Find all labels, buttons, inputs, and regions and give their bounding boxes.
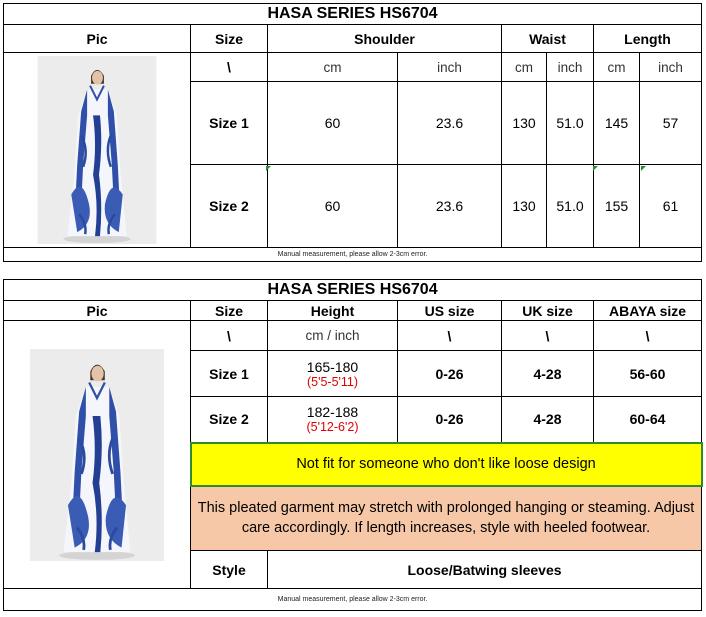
table1-header-pic: Pic bbox=[4, 25, 191, 53]
table1-header-size: Size bbox=[191, 25, 268, 53]
table2-row2-uk-size: 4-28 bbox=[502, 397, 594, 443]
cell-marker bbox=[641, 166, 646, 171]
size-table-fit bbox=[3, 279, 703, 611]
style-label: Style bbox=[191, 551, 268, 589]
table1-header-length: Length bbox=[594, 25, 702, 53]
table1-row2-shoulder-cm: 60 bbox=[268, 165, 398, 248]
table2-row1-abaya-size: 56-60 bbox=[594, 351, 702, 397]
table2-row2-abaya-size: 60-64 bbox=[594, 397, 702, 443]
table1-title: HASA SERIES HS6704 bbox=[4, 4, 702, 25]
table1-row1-waist-cm: 130 bbox=[502, 82, 547, 165]
table1-unit-waist-cm: cm bbox=[502, 53, 547, 82]
table1-product-photo-cell bbox=[4, 53, 191, 248]
table2-product-photo-cell bbox=[4, 321, 191, 589]
table2-title: HASA SERIES HS6704 bbox=[4, 280, 702, 301]
table1-row1-length-inch: 57 bbox=[640, 82, 702, 165]
cell-marker bbox=[266, 166, 271, 171]
table2-header-uk-size: UK size bbox=[502, 301, 594, 321]
cell-marker bbox=[593, 166, 598, 171]
table1-header-waist: Waist bbox=[502, 25, 594, 53]
table1-row1-shoulder-cm: 60 bbox=[268, 82, 398, 165]
table1-unit-waist-inch: inch bbox=[547, 53, 594, 82]
table2-unit-abaya: \ bbox=[594, 321, 702, 351]
table1-measurement-note: Manual measurement, please allow 2-3cm error. bbox=[4, 248, 702, 262]
table1-row2-waist-inch: 51.0 bbox=[547, 165, 594, 248]
table1-unit-size: \ bbox=[191, 53, 268, 82]
table2-unit-height: cm / inch bbox=[268, 321, 398, 351]
table1-unit-length-inch: inch bbox=[640, 53, 702, 82]
table2-row1-uk-size: 4-28 bbox=[502, 351, 594, 397]
table2-unit-us: \ bbox=[398, 321, 502, 351]
table2-header-height: Height bbox=[268, 301, 398, 321]
table1-row2-length-cm: 155 bbox=[594, 165, 640, 248]
table2-header-size: Size bbox=[191, 301, 268, 321]
table1-row1-waist-inch: 51.0 bbox=[547, 82, 594, 165]
table2-row2-height-inch: (5'12-6'2) bbox=[306, 420, 359, 435]
table1-header-shoulder: Shoulder bbox=[268, 25, 502, 53]
table1-row2-waist-cm: 130 bbox=[502, 165, 547, 248]
table1-unit-shoulder-cm: cm bbox=[268, 53, 398, 82]
table2-measurement-note: Manual measurement, please allow 2-3cm error. bbox=[4, 589, 702, 611]
table1-unit-length-cm: cm bbox=[594, 53, 640, 82]
table1-row1-size: Size 1 bbox=[191, 82, 268, 165]
table2-header-pic: Pic bbox=[4, 301, 191, 321]
table2-row1-height bbox=[268, 351, 398, 397]
table2-row1-us-size: 0-26 bbox=[398, 351, 502, 397]
table2-unit-size: \ bbox=[191, 321, 268, 351]
table2-header-abaya-size: ABAYA size bbox=[594, 301, 702, 321]
size-table-measurements bbox=[3, 3, 702, 262]
care-instruction-note: This pleated garment may stretch with prolonged hanging or steaming. Adjust care accordingly. If length increases, style with heeled footwear. bbox=[191, 486, 702, 551]
fit-warning-note: Not fit for someone who don't like loose design bbox=[191, 443, 702, 486]
table1-row2-size: Size 2 bbox=[191, 165, 268, 248]
table2-unit-uk: \ bbox=[502, 321, 594, 351]
table1-row2-shoulder-inch: 23.6 bbox=[398, 165, 502, 248]
table1-row1-shoulder-inch: 23.6 bbox=[398, 82, 502, 165]
table1-row2-length-inch: 61 bbox=[640, 165, 702, 248]
table2-header-us-size: US size bbox=[398, 301, 502, 321]
model-dress-photo bbox=[26, 56, 168, 244]
table2-row1-size: Size 1 bbox=[191, 351, 268, 397]
table2-row1-height-cm: 165-180 bbox=[306, 358, 359, 375]
table1-unit-shoulder-inch: inch bbox=[398, 53, 502, 82]
style-value: Loose/Batwing sleeves bbox=[268, 551, 702, 589]
table2-row2-size: Size 2 bbox=[191, 397, 268, 443]
table2-row2-us-size: 0-26 bbox=[398, 397, 502, 443]
table2-row2-height bbox=[268, 397, 398, 443]
table1-row1-length-cm: 145 bbox=[594, 82, 640, 165]
table2-row2-height-cm: 182-188 bbox=[306, 404, 359, 421]
model-dress-photo bbox=[14, 349, 180, 561]
table2-row1-height-inch: (5'5-5'11) bbox=[306, 374, 359, 389]
